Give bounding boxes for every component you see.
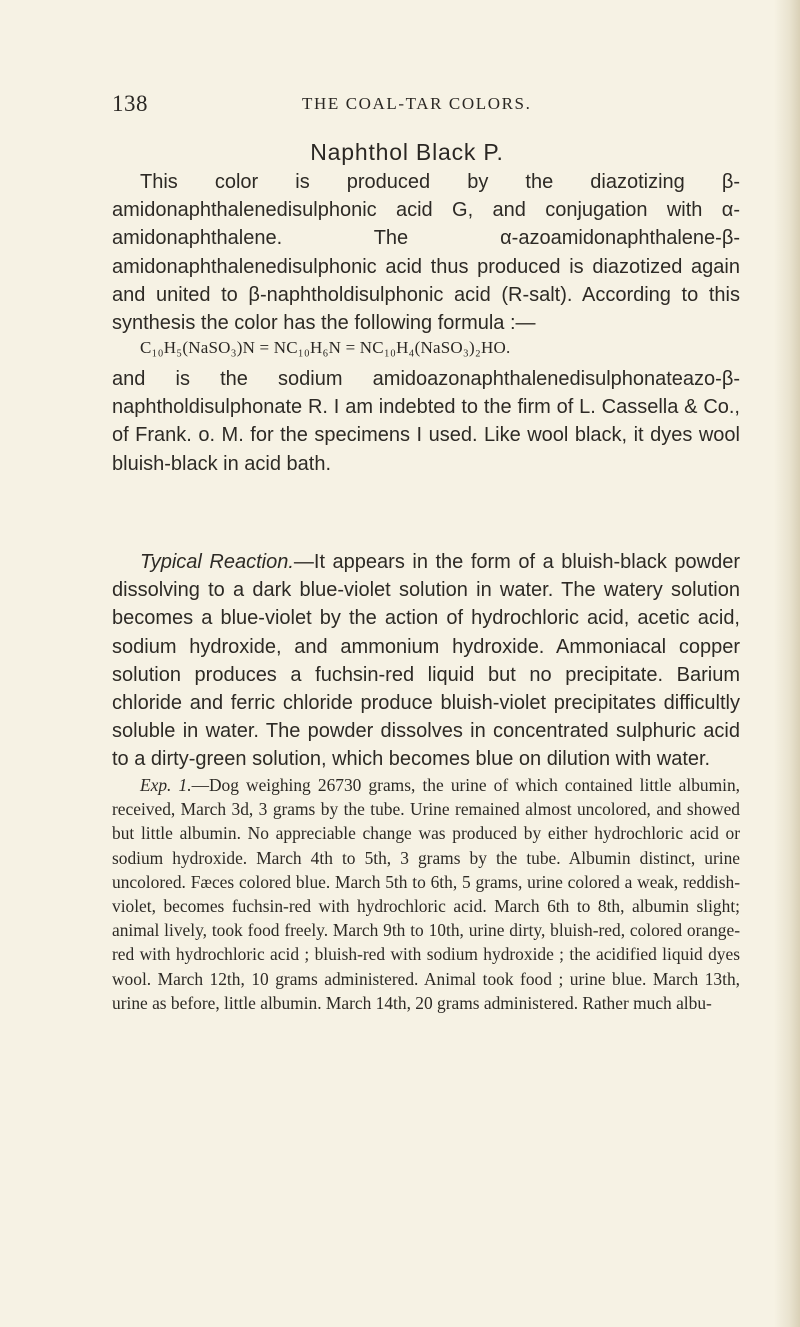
page-number: 138 [112, 91, 148, 116]
paragraph-experiment-1 [112, 773, 740, 1015]
paragraph-text [112, 548, 740, 774]
paragraph-description [112, 365, 740, 478]
run-in-heading: Typical Reaction. [140, 551, 294, 573]
paragraph-text: This color is produced by the diazotizing β-amidonaphthalenedisulphonic acid G, and conjugation with α-amidonaphthalene. The α-azoamidonaphthalene-β-amidonaphthalenedisulphonic acid thus produced is diazotized again and united to β-naphtholdisulphonic acid (R-salt). According to this synthesis the color has the following formula :— [112, 171, 740, 335]
running-head [112, 91, 738, 121]
paragraph-text: and is the sodium amidoazonaphthalenedisulphonateazo-β-naphtholdisulphonate R. I am indebted to the firm of L. Cassella & Co., of Frank. o. M. for the specimens I used. Like wool black, it dyes wool bluish-black in acid bath. [112, 368, 740, 475]
run-in-heading: Exp. 1. [140, 775, 192, 795]
section-title: Naphthol Black P. [310, 139, 504, 165]
paragraph-typical-reaction [112, 548, 740, 774]
running-title: THE COAL-TAR COLORS. [302, 94, 532, 113]
paragraph-body: —It appears in the form of a bluish-black powder dissolving to a dark blue-violet solution in water. The watery solution becomes a blue-violet by the action of hydrochloric acid, acetic acid, sodium hydroxide, and ammonium hydroxide. Ammoniacal copper solution produces a fuchsin-red liquid but no precipitate. Barium chloride and ferric chloride produce bluish-violet precipitates difficultly soluble in water. The powder dissolves in concentrated sulphuric acid to a dirty-green solution, which becomes blue on dilution with water. [112, 551, 740, 771]
page-gutter-shadow [774, 0, 800, 1327]
paragraph-text [112, 773, 740, 1015]
chemical-formula: C₁₀H₅(NaSO₃)N = NC₁₀H₆N = NC₁₀H₄(NaSO₃)₂HO. [140, 338, 511, 357]
paragraph-body: —Dog weighing 26730 grams, the urine of which contained little albumin, received, March 3d, 3 grams by the tube. Urine remained almost uncolored, and showed but little albumin. No appreciable change was produced by either hydrochloric acid or sodium hydroxide. March 4th to 5th, 3 grams by the tube. Albumin distinct, urine uncolored. Fæces colored blue. March 5th to 6th, 5 grams, urine colored a weak, reddish-violet, becomes fuchsin-red with hydrochloric acid. March 6th to 8th, albumin slight; animal lively, took food freely. March 9th to 10th, urine dirty, bluish-red, colored orange-red with hydrochloric acid ; bluish-red with sodium hydroxide ; the acidified liquid dyes wool. March 12th, 10 grams administered. Animal took food ; urine blue. March 13th, urine as before, little albumin. March 14th, 20 grams administered. Rather much albu- [112, 775, 740, 1013]
paragraph-synthesis [112, 168, 740, 337]
